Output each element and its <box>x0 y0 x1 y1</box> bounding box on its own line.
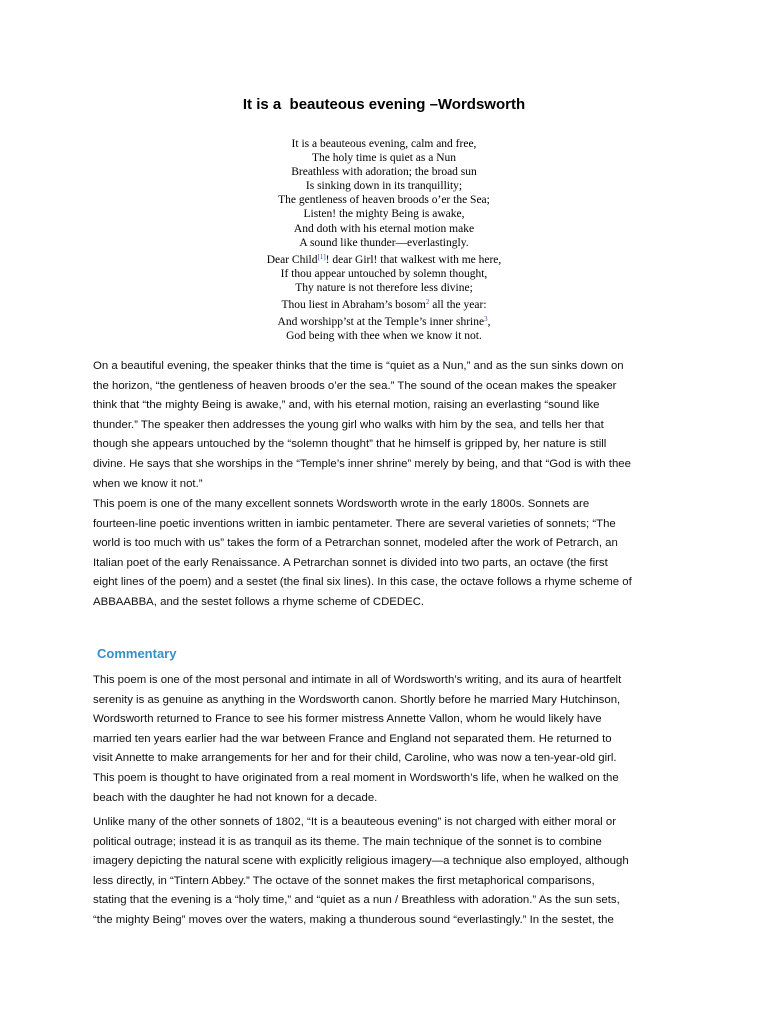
paragraph-line: imagery depicting the natural scene with explicitly religious imagery—a technique also employed, although <box>93 855 629 868</box>
poem-line-9-end: ! dear Girl! that walkest with me here, <box>325 253 502 266</box>
paragraph-line: when we know it not.” <box>93 477 203 490</box>
paragraph-line: divine. He says that she worships in the “Temple’s inner shrine” merely by being, and that “God is with thee <box>93 457 631 470</box>
paragraph-line: stating that the evening is a “holy time,” and “quiet as a nun / Breathless with adoration.” As the sun sets, <box>93 894 620 907</box>
paragraph-line: This poem is one of the many excellent sonnets Wordsworth wrote in the early 1800s. Sonnets are <box>93 498 590 510</box>
sonnet-paragraph <box>93 495 673 613</box>
paragraph-line: ABBAABBA, and the sestet follows a rhyme scheme of CDEDEC. <box>93 595 425 608</box>
paragraph-line: Unlike many of the other sonnets of 1802, “It is a beauteous evening” is not charged with either moral or <box>93 816 616 828</box>
paragraph-line: fourteen-line poetic inventions written in iambic pentameter. There are several varieties of sonnets; “The <box>93 517 616 530</box>
poem-line: Breathless with adoration; the broad sun <box>291 166 477 179</box>
poem-line: If thou appear untouched by solemn thought, <box>280 267 488 280</box>
footnote-link-1[interactable]: [1] <box>317 252 326 261</box>
poem-line-12-end: all the year: <box>429 299 487 312</box>
paragraph-line: Wordsworth returned to France to see his former mistress Annette Vallon, whom he would likely have <box>93 713 602 726</box>
poem-line: Listen! the mighty Being is awake, <box>303 208 465 221</box>
commentary-heading: Commentary <box>97 646 177 661</box>
summary-paragraph <box>93 357 673 494</box>
paragraph-line: think that “the mighty Being is awake,” and, with his eternal motion, raising an everlasting “sound like <box>93 399 600 412</box>
poem-line-13-start: And worshipp’st at the Temple’s inner shrine <box>277 316 485 329</box>
poem-line: It is a beauteous evening, calm and free, <box>291 138 477 150</box>
paragraph-line: the horizon, “the gentleness of heaven broods o’er the sea.” The sound of the ocean makes the speaker <box>93 379 617 392</box>
poem-line: Thy nature is not therefore less divine; <box>295 281 473 294</box>
paragraph-line: This poem is thought to have originated from a real moment in Wordsworth’s life, when he walked on the <box>93 771 619 784</box>
paragraph-line: thunder.” The speaker then addresses the young girl who walks with him by the sea, and tells her that <box>93 418 604 431</box>
document-title: It is a beauteous evening –Wordsworth <box>242 96 526 113</box>
poem-line: The gentleness of heaven broods o’er the Sea; <box>278 194 490 207</box>
paragraph-line: serenity is as genuine as anything in the Wordsworth canon. Shortly before he married Mary Hutchinson, <box>93 693 621 706</box>
poem-line: God being with thee when we know it not. <box>286 330 482 343</box>
poem-line-13-end: , <box>487 316 491 329</box>
paragraph-line: On a beautiful evening, the speaker thinks that the time is “quiet as a Nun,” and as the sun sinks down on <box>93 360 624 372</box>
paragraph-line: visit Annette to make arrangements for her and for their child, Caroline, who was now a ten-year-old girl. <box>93 752 617 765</box>
paragraph-line: Italian poet of the early Renaissance. A Petrarchan sonnet is divided into two parts, an octave (the first <box>93 556 608 569</box>
paragraph-line: This poem is one of the most personal and intimate in all of Wordsworth’s writing, and its aura of heartfelt <box>93 674 622 686</box>
footnote-link-2[interactable]: 2 <box>425 298 430 307</box>
paragraph-line: political outrage; instead it is as tranquil as its theme. The main technique of the sonnet is to combine <box>93 835 602 848</box>
paragraph-line: “the mighty Being” moves over the waters, making a thunderous sound “everlastingly.” In the sestet, the <box>93 913 614 926</box>
paragraph-line: beach with the daughter he had not known for a decade. <box>93 791 378 804</box>
footnote-link-3[interactable]: 3 <box>484 315 488 324</box>
poem-line: Is sinking down in its tranquillity; <box>305 180 463 193</box>
poem-line-13 <box>0 312 768 329</box>
commentary-paragraph-1 <box>93 671 673 808</box>
poem-line-9 <box>0 250 768 267</box>
paragraph-line: world is too much with us” takes the form of a Petrarchan sonnet, modeled after the work of Petrarch, an <box>93 537 618 550</box>
paragraph-line: though she appears untouched by the “solemn thought” that he himself is gripped by, her nature is still <box>93 438 607 451</box>
paragraph-line: married ten years earlier had the war between France and England not separated them. He returned to <box>93 732 612 745</box>
poem-line-9-start: Dear Child <box>266 253 318 266</box>
poem-line-12-start: Thou liest in Abraham’s bosom <box>281 299 426 312</box>
commentary-paragraph-2 <box>93 813 673 931</box>
poem <box>0 137 768 343</box>
poem-line: The holy time is quiet as a Nun <box>311 152 457 165</box>
paragraph-line: eight lines of the poem) and a sestet (the final six lines). In this case, the octave follows a rhyme scheme of <box>93 576 632 589</box>
poem-line: A sound like thunder—everlastingly. <box>299 236 469 249</box>
poem-line-12 <box>0 295 768 312</box>
poem-line: And doth with his eternal motion make <box>293 222 475 235</box>
paragraph-line: less directly, in “Tintern Abbey.” The octave of the sonnet makes the first metaphorical comparisons, <box>93 874 595 887</box>
